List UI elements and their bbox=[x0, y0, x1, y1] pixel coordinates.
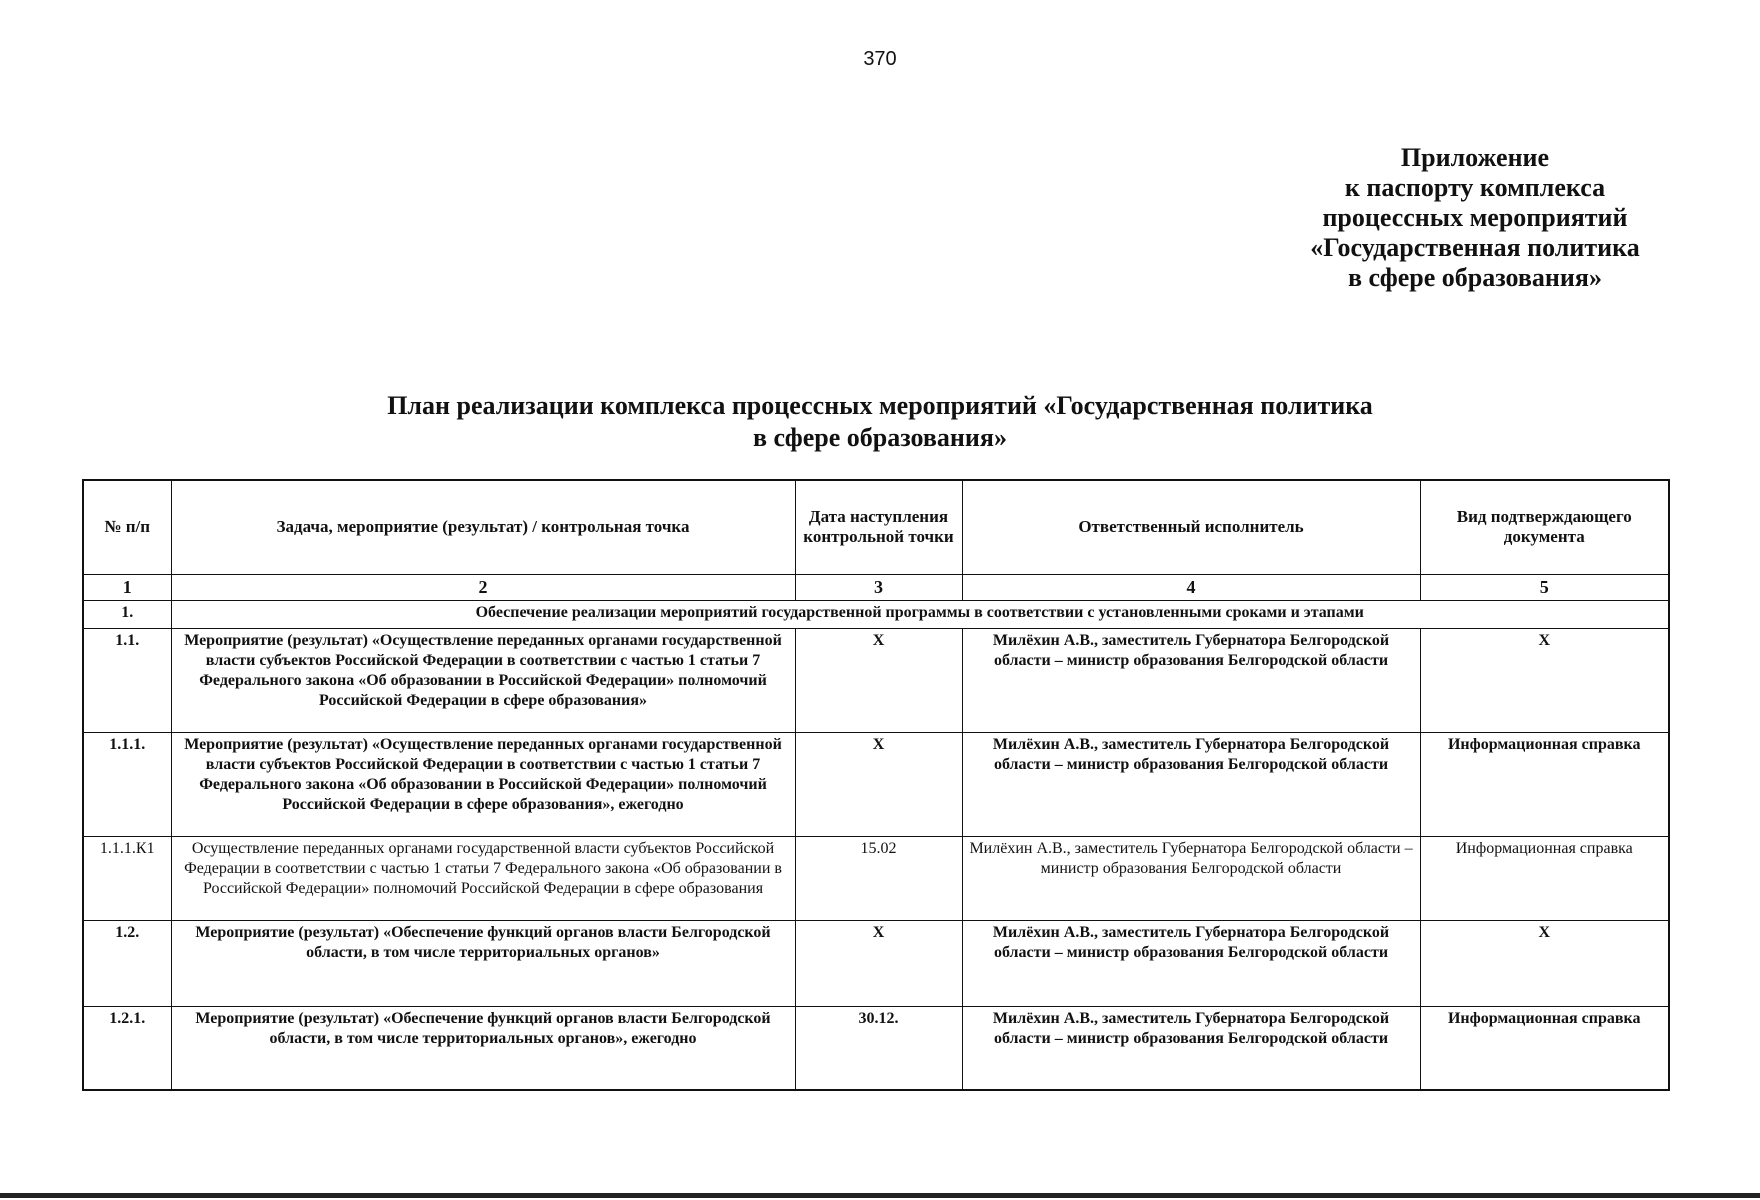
appendix-line: к паспорту комплекса bbox=[1344, 173, 1606, 202]
section-num: 1. bbox=[83, 600, 171, 628]
section-text: Обеспечение реализации мероприятий государственной программы в соответствии с установленными сроками и этапами bbox=[171, 600, 1669, 628]
table-row bbox=[83, 628, 1669, 732]
table-row bbox=[83, 920, 1669, 1006]
appendix-line: Приложение bbox=[1400, 143, 1550, 172]
table-row bbox=[83, 836, 1669, 920]
appendix-line: процессных мероприятий bbox=[1322, 203, 1628, 232]
header-executor: Ответственный исполнитель bbox=[962, 480, 1420, 574]
row-task: Мероприятие (результат) «Осуществление переданных органами государственной власти субъектов Российской Федерации в соответствии с частью 1 статьи 7 Федерального закона «Об образовании в Российской Федерации» полномочий Российской Федерации в сфере образования» bbox=[171, 628, 795, 732]
row-num: 1.2. bbox=[83, 920, 171, 1006]
document-title bbox=[0, 390, 1760, 454]
section-row bbox=[83, 600, 1669, 628]
row-executor: Милёхин А.В., заместитель Губернатора Белгородской области – министр образования Белгородской области bbox=[962, 732, 1420, 836]
bottom-scan-edge bbox=[0, 1193, 1760, 1198]
document-title-line: План реализации комплекса процессных мероприятий «Государственная политика bbox=[387, 391, 1373, 420]
row-executor: Милёхин А.В., заместитель Губернатора Белгородской области – министр образования Белгородской области bbox=[962, 1006, 1420, 1090]
appendix-heading bbox=[1280, 143, 1670, 293]
row-date: X bbox=[795, 920, 962, 1006]
header-num: № п/п bbox=[83, 480, 171, 574]
row-date: X bbox=[795, 628, 962, 732]
column-number: 4 bbox=[962, 574, 1420, 600]
column-number: 3 bbox=[795, 574, 962, 600]
table-row bbox=[83, 1006, 1669, 1090]
appendix-line: «Государственная политика bbox=[1310, 233, 1640, 262]
appendix-line: в сфере образования» bbox=[1348, 263, 1602, 292]
row-executor: Милёхин А.В., заместитель Губернатора Белгородской области – министр образования Белгородской области bbox=[962, 836, 1420, 920]
row-document: Информационная справка bbox=[1420, 732, 1669, 836]
row-task: Мероприятие (результат) «Осуществление переданных органами государственной власти субъектов Российской Федерации в соответствии с частью 1 статьи 7 Федерального закона «Об образовании в Российской Федерации» полномочий Российской Федерации в сфере образования», ежегодно bbox=[171, 732, 795, 836]
header-date: Дата наступления контрольной точки bbox=[795, 480, 962, 574]
table-header-row bbox=[83, 480, 1669, 574]
row-document: Информационная справка bbox=[1420, 1006, 1669, 1090]
column-number: 5 bbox=[1420, 574, 1669, 600]
column-numbers-row bbox=[83, 574, 1669, 600]
document-title-line: в сфере образования» bbox=[753, 423, 1007, 452]
plan-table bbox=[82, 479, 1670, 1091]
column-number: 1 bbox=[83, 574, 171, 600]
row-date: 15.02 bbox=[795, 836, 962, 920]
row-task: Осуществление переданных органами государственной власти субъектов Российской Федерации в соответствии с частью 1 статьи 7 Федерального закона «Об образовании в Российской Федерации» полномочий Российской Федерации в сфере образования bbox=[171, 836, 795, 920]
table-row bbox=[83, 732, 1669, 836]
row-executor: Милёхин А.В., заместитель Губернатора Белгородской области – министр образования Белгородской области bbox=[962, 628, 1420, 732]
row-num: 1.1.1.К1 bbox=[83, 836, 171, 920]
header-document: Вид подтверждающего документа bbox=[1420, 480, 1669, 574]
row-document: X bbox=[1420, 628, 1669, 732]
row-num: 1.1.1. bbox=[83, 732, 171, 836]
row-document: Информационная справка bbox=[1420, 836, 1669, 920]
column-number: 2 bbox=[171, 574, 795, 600]
row-task: Мероприятие (результат) «Обеспечение функций органов власти Белгородской области, в том числе территориальных органов», ежегодно bbox=[171, 1006, 795, 1090]
row-document: X bbox=[1420, 920, 1669, 1006]
row-executor: Милёхин А.В., заместитель Губернатора Белгородской области – министр образования Белгородской области bbox=[962, 920, 1420, 1006]
header-task: Задача, мероприятие (результат) / контрольная точка bbox=[171, 480, 795, 574]
row-num: 1.1. bbox=[83, 628, 171, 732]
row-num: 1.2.1. bbox=[83, 1006, 171, 1090]
page-number: 370 bbox=[863, 48, 897, 70]
row-date: 30.12. bbox=[795, 1006, 962, 1090]
row-task: Мероприятие (результат) «Обеспечение функций органов власти Белгородской области, в том числе территориальных органов» bbox=[171, 920, 795, 1006]
row-date: X bbox=[795, 732, 962, 836]
